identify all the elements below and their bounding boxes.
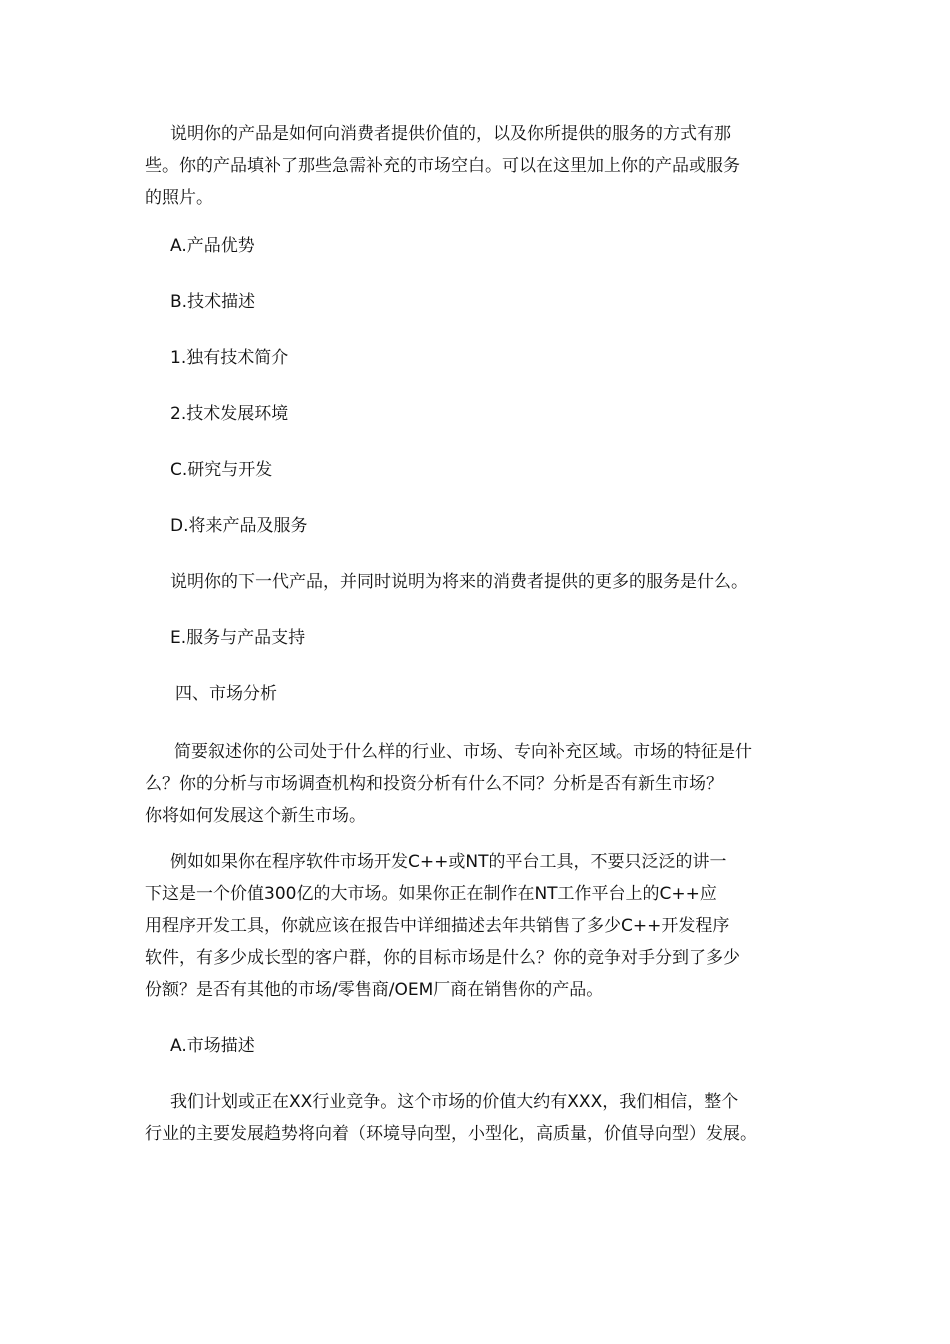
text-line: 的照片。 xyxy=(145,188,213,208)
text-line: 用程序开发工具，你就应该在报告中详细描述去年共销售了多少C++开发程序 xyxy=(145,916,730,936)
heading-product-advantage: A.产品优势 xyxy=(170,236,255,256)
text-line: 下这是一个价值300亿的大市场。如果你正在制作在NT工作平台上的C++应 xyxy=(145,884,717,904)
market-overview-paragraph xyxy=(145,736,825,832)
heading-unique-tech: 1.独有技术简介 xyxy=(170,348,289,368)
text-line: 行业的主要发展趋势将向着（环境导向型，小型化，高质量，价值导向型）发展。 xyxy=(145,1124,757,1144)
text-line: 软件，有多少成长型的客户群，你的目标市场是什么？你的竞争对手分到了多少 xyxy=(145,948,740,968)
example-paragraph xyxy=(145,846,825,1006)
text-line: 些。你的产品填补了那些急需补充的市场空白。可以在这里加上你的产品或服务 xyxy=(145,156,740,176)
market-value-paragraph xyxy=(145,1086,825,1150)
section-market-analysis: 四、市场分析 xyxy=(175,684,277,704)
text-line: 你将如何发展这个新生市场。 xyxy=(145,806,366,826)
text-line: 说明你的产品是如何向消费者提供价值的，以及你所提供的服务的方式有那 xyxy=(170,124,731,144)
text-line: 简要叙述你的公司处于什么样的行业、市场、专向补充区域。市场的特征是什 xyxy=(174,742,752,762)
text-line: 我们计划或正在XX行业竞争。这个市场的价值大约有XXX，我们相信，整个 xyxy=(170,1092,739,1112)
heading-service-support: E.服务与产品支持 xyxy=(170,628,306,648)
heading-tech-environment: 2.技术发展环境 xyxy=(170,404,289,424)
text-line: 份额？是否有其他的市场/零售商/OEM厂商在销售你的产品。 xyxy=(145,980,604,1000)
heading-tech-description: B.技术描述 xyxy=(170,292,256,312)
heading-market-description: A.市场描述 xyxy=(170,1036,255,1056)
next-generation-paragraph: 说明你的下一代产品，并同时说明为将来的消费者提供的更多的服务是什么。 xyxy=(170,572,748,592)
heading-future-products: D.将来产品及服务 xyxy=(170,516,308,536)
text-line: 例如如果你在程序软件市场开发C++或NT的平台工具，不要只泛泛的讲一 xyxy=(170,852,727,872)
product-value-paragraph xyxy=(145,118,825,214)
text-line: 么？你的分析与市场调查机构和投资分析有什么不同？分析是否有新生市场？ xyxy=(145,774,723,794)
heading-research-development: C.研究与开发 xyxy=(170,460,273,480)
